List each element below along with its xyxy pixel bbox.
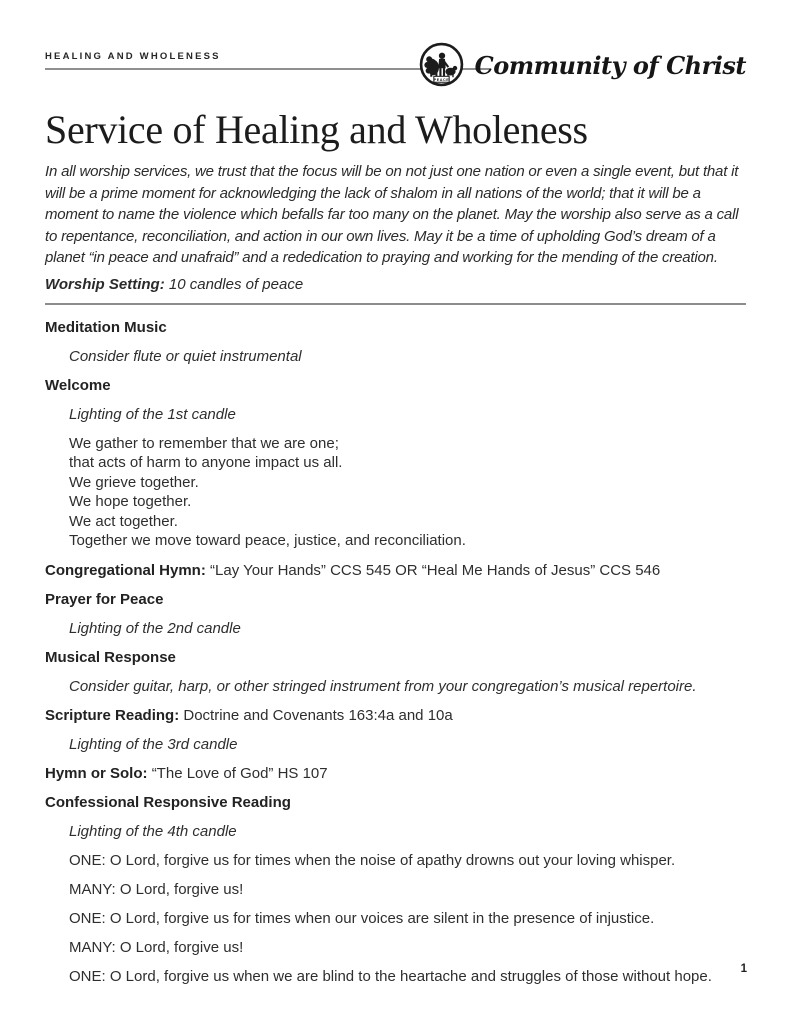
service-item-text: “The Love of God” HS 107 (151, 764, 328, 782)
service-direction-note: Lighting of the 3rd candle (69, 735, 238, 753)
responsive-reading-line: ONE: O Lord, forgive us when we are blind to the heartache and struggles of those without hope. (69, 967, 712, 985)
reading-line: We grieve together. (69, 473, 199, 491)
reading-line: We gather to remember that we are one; (69, 434, 339, 452)
page-header (45, 42, 746, 94)
worship-setting-line (45, 275, 746, 295)
service-outline (45, 318, 746, 986)
service-heading: Welcome (45, 376, 111, 394)
service-heading: Musical Response (45, 648, 176, 666)
service-heading-inline (45, 561, 746, 580)
service-item-label: Congregational Hymn: (45, 561, 206, 579)
section-divider (45, 303, 746, 305)
responsive-reading-line: ONE: O Lord, forgive us for times when our voices are silent in the presence of injustice. (69, 909, 655, 927)
brand-wordmark: Community of Christ (474, 51, 746, 80)
responsive-reading-line: MANY: O Lord, forgive us! (69, 880, 244, 898)
service-heading: Prayer for Peace (45, 590, 164, 608)
service-direction-note: Lighting of the 4th candle (69, 822, 237, 840)
service-direction-note: Consider flute or quiet instrumental (69, 347, 302, 365)
service-direction-note: Lighting of the 1st candle (69, 405, 236, 423)
intro-paragraph: In all worship services, we trust that the focus will be on not just one nation or even a single event, but that it will be a prime moment for acknowledging the lack of shalom in all nations of the world; that it will be a moment to name the violence which befalls far too many on the planet. May the worship also serve as a call to repentance, reconciliation, and action in our own lives. May it be a time of upholding God’s dream of a planet “in peace and unafraid” and a rededication to praying and working for the mending of the creation. (45, 163, 739, 266)
reading-line: Together we move toward peace, justice, and reconciliation. (69, 532, 466, 549)
brand-lockup (418, 42, 746, 89)
service-item-label: Hymn or Solo: (45, 764, 148, 782)
service-heading: Confessional Responsive Reading (45, 793, 291, 811)
responsive-reading-line: MANY: O Lord, forgive us! (69, 938, 244, 956)
service-direction-note: Lighting of the 2nd candle (69, 619, 241, 637)
service-heading: Meditation Music (45, 318, 167, 336)
worship-setting-value: 10 candles of peace (168, 275, 304, 293)
peace-banner-label: PEACE (433, 77, 449, 82)
responsive-reading-line: ONE: O Lord, forgive us for times when the noise of apathy drowns out your loving whisper. (69, 851, 676, 869)
service-item-label: Scripture Reading: (45, 706, 180, 724)
service-item-text: Doctrine and Covenants 163:4a and 10a (183, 706, 453, 724)
page-title: Service of Healing and Wholeness (45, 107, 588, 152)
page-number: 1 (740, 963, 747, 975)
reading-line: that acts of harm to anyone impact us all. (69, 454, 343, 471)
reading-line: We hope together. (69, 493, 192, 510)
worship-setting-label: Worship Setting: (45, 275, 165, 293)
service-item-text: “Lay Your Hands” CCS 545 OR “Heal Me Hands of Jesus” CCS 546 (210, 561, 661, 579)
reading-line: We act together. (69, 512, 178, 530)
service-heading-inline (45, 706, 746, 725)
peace-seal-icon (418, 42, 465, 89)
service-heading-inline (45, 764, 746, 783)
running-header-label: HEALING AND WHOLENESS (45, 51, 221, 62)
unison-reading (45, 434, 746, 551)
service-direction-note: Consider guitar, harp, or other stringed instrument from your congregation’s musical repertoire. (69, 677, 697, 695)
